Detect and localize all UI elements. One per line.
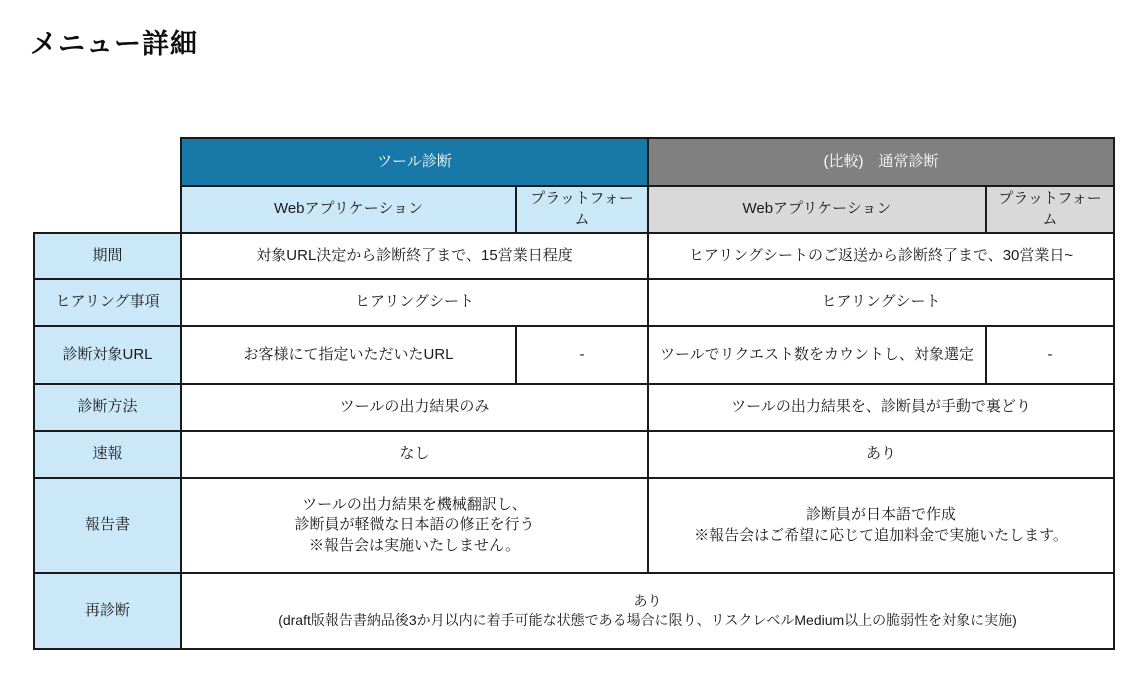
cell-target-url-tool-web: お客様にて指定いただいたURL [181, 326, 516, 384]
corner-blank [34, 138, 181, 186]
table-row-hearing [34, 279, 1114, 326]
subheader-tool-web: Webアプリケーション [181, 186, 516, 233]
cell-method-tool: ツールの出力結果のみ [181, 384, 648, 431]
cell-report-normal [648, 478, 1114, 573]
table-row-method [34, 384, 1114, 431]
row-label-method: 診断方法 [34, 384, 181, 431]
table-row-flash-report [34, 431, 1114, 478]
row-label-target-url: 診断対象URL [34, 326, 181, 384]
report-tool-line: 診断員が軽微な日本語の修正を行う [294, 516, 535, 534]
menu-detail-table [33, 137, 1115, 650]
section-header-tool: ツール診断 [181, 138, 648, 186]
report-normal-line: ※報告会はご希望に応じて追加料金で実施いたします。 [694, 526, 1068, 544]
cell-period-tool: 対象URL決定から診断終了まで、15営業日程度 [181, 233, 648, 279]
row-label-hearing: ヒアリング事項 [34, 279, 181, 326]
cell-hearing-normal: ヒアリングシート [648, 279, 1114, 326]
report-tool-line: ツールの出力結果を機械翻訳し、 [302, 496, 527, 514]
row-label-rediagnosis: 再診断 [34, 573, 181, 649]
cell-method-normal: ツールの出力結果を、診断員が手動で裏どり [648, 384, 1114, 431]
corner-blank [34, 186, 181, 233]
rediagnosis-line: (draft版報告書納品後3か月以内に着手可能な状態である場合に限り、リスクレベルMedium以上の脆弱性を対象に実施) [278, 612, 1017, 628]
subheader-normal-web: Webアプリケーション [648, 186, 986, 233]
cell-flash-report-normal: あり [648, 431, 1114, 478]
cell-target-url-normal-web: ツールでリクエスト数をカウントし、対象選定 [648, 326, 986, 384]
section-header-normal: (比較) 通常診断 [648, 138, 1114, 186]
subheader-tool-platform: プラットフォーム [516, 186, 648, 233]
section-header-row [34, 138, 1114, 186]
report-tool-line: ※報告会は実施いたしません。 [309, 536, 520, 554]
rediagnosis-line: あり [633, 593, 662, 610]
page-title: メニュー詳細 [30, 29, 198, 59]
row-label-report: 報告書 [34, 478, 181, 573]
table-row-report [34, 478, 1114, 573]
subheader-row [34, 186, 1114, 233]
table-row-period [34, 233, 1114, 279]
cell-period-normal: ヒアリングシートのご返送から診断終了まで、30営業日~ [648, 233, 1114, 279]
cell-rediagnosis-full [181, 573, 1114, 649]
cell-target-url-normal-platform: - [986, 326, 1114, 384]
cell-report-tool [181, 478, 648, 573]
report-normal-line: 診断員が日本語で作成 [806, 506, 957, 524]
row-label-period: 期間 [34, 233, 181, 279]
table-row-target-url [34, 326, 1114, 384]
subheader-normal-platform: プラットフォーム [986, 186, 1114, 233]
cell-flash-report-tool: なし [181, 431, 648, 478]
cell-target-url-tool-platform: - [516, 326, 648, 384]
cell-hearing-tool: ヒアリングシート [181, 279, 648, 326]
row-label-flash-report: 速報 [34, 431, 181, 478]
table-row-rediagnosis [34, 573, 1114, 649]
